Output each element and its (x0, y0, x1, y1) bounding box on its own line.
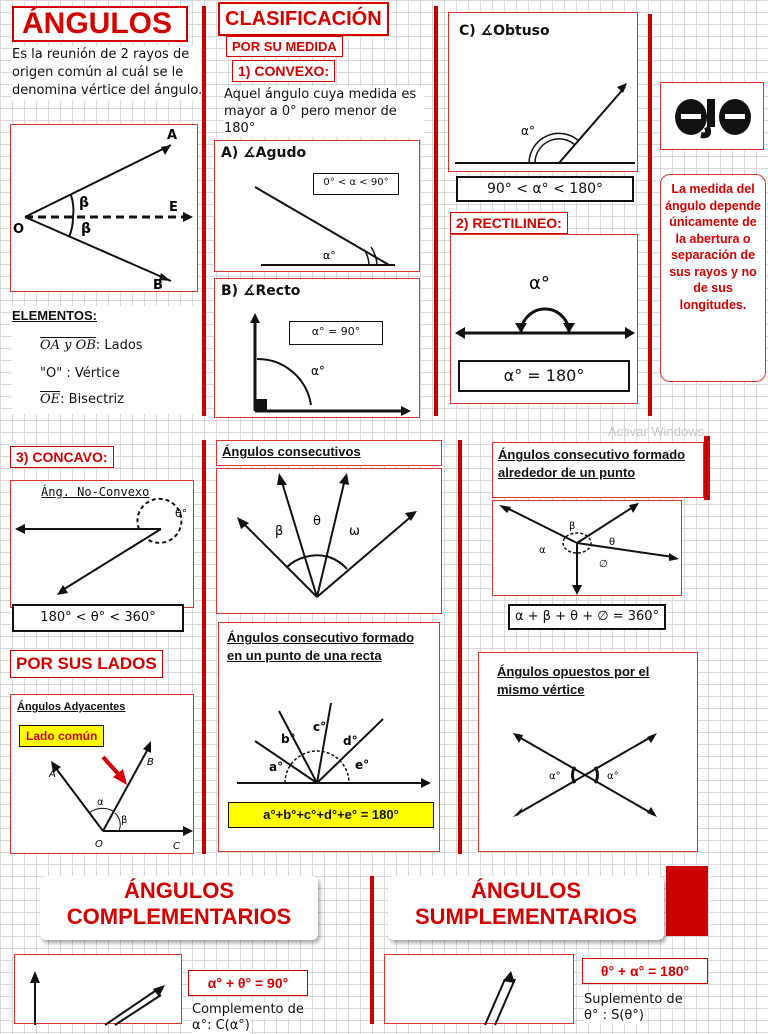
divider-mid-2 (458, 440, 462, 854)
suplementario-ray-2 (495, 979, 515, 1025)
adyacente-label-alpha: α (97, 797, 104, 808)
divider-top-2 (434, 6, 438, 416)
alrededor-formula: α + β + θ + ∅ = 360° (508, 604, 666, 630)
recta-ray-2 (279, 711, 317, 783)
divider-bottom-2 (666, 866, 708, 936)
bisectriz-suffix: : Bisectriz (60, 392, 124, 407)
concavo-arc (137, 499, 181, 543)
alrededor-ray-2 (577, 507, 633, 543)
ojo-eye-right-slit (725, 114, 745, 119)
concavo-tag: 3) CONCAVO: (10, 446, 114, 468)
suplementarios-diagram-box (384, 954, 574, 1024)
consecutivos-diagram (217, 469, 443, 615)
recta-label-c: c° (313, 720, 327, 734)
suplementarios-title (388, 876, 664, 940)
angulo-diagram (11, 125, 199, 293)
consecutivo-label-beta: β (275, 524, 284, 539)
opuestos-arc-right (595, 767, 598, 783)
lados-rays: OA y OB (40, 338, 96, 353)
angulo-diagram-box (10, 124, 198, 292)
watermark: Activar Windows (608, 424, 705, 439)
agudo-label: A) ∡Agudo (221, 145, 307, 161)
complementario-arrow-vertical (30, 971, 40, 983)
ray-ob (25, 217, 171, 281)
consecutivos-title: Ángulos consecutivos (222, 444, 361, 459)
angulo-definition: Es la reunión de 2 rayos de origen común al cuál se le denomina vértice del ángulo. (12, 47, 203, 98)
adyacentes-diagram (11, 695, 195, 855)
opuestos-arc-left (572, 767, 575, 783)
consecutivo-arc-theta (305, 555, 329, 557)
obtuso-ray-2 (559, 87, 625, 163)
consecutivo-label-theta: θ (313, 514, 321, 529)
alrededor-label-alpha: α (539, 545, 546, 556)
label-a: A (167, 128, 178, 143)
ojo-note: La medida del ángulo depende únicamente de la abertura o separación de sus rayos y no de sus longitudes. (660, 174, 766, 382)
obtuso-angle-label: α° (521, 124, 535, 138)
divider-top-3 (648, 14, 652, 416)
opuestos-diagram (479, 653, 699, 853)
recta-label-e: e° (355, 758, 370, 772)
concavo-formula: 180° < θ° < 360° (12, 604, 184, 632)
complementario-ray-2 (115, 995, 161, 1025)
complementarios-formula: α° + θ° = 90° (188, 970, 308, 996)
suplementarios-text-1: Suplemento de (584, 992, 683, 1007)
agudo-box (214, 140, 420, 272)
adyacentes-box (10, 694, 194, 854)
rectilineo-arrow-left (455, 327, 465, 339)
ray-oa (25, 145, 171, 217)
ojo-letter-j (707, 99, 715, 127)
adyacente-arc-alpha (89, 808, 113, 813)
alrededor-label-beta: β (569, 521, 576, 532)
suplementario-ray-1 (485, 979, 505, 1025)
bisectriz-ray: $\overline{OE}$ (40, 392, 61, 407)
opuestos-box (478, 652, 698, 852)
opuestos-arrow-2b (647, 733, 657, 743)
obtuso-diagram (449, 13, 639, 173)
concavo-subtitle: Áng. No-Convexo (41, 485, 150, 499)
complementarios-text-1: Complemento de (192, 1002, 304, 1017)
suplementarios-title-line1: ÁNGULOS (471, 878, 581, 903)
ray-oc-adyacente-arrow (183, 826, 193, 836)
alrededor-arrow-2 (629, 503, 639, 513)
divider-mid-3 (704, 436, 710, 500)
opuestos-arrow-1b (647, 807, 657, 817)
ray-oa-arrow (161, 145, 171, 155)
agudo-angle-label: α° (323, 249, 336, 262)
obtuso-arrow (617, 83, 627, 93)
alrededor-label-theta: θ (609, 537, 616, 548)
opuestos-title: Ángulos opuestos por el mismo vértice (497, 664, 650, 697)
alrededor-diagram (493, 501, 683, 597)
suplementarios-text-2: θ° : S(θ°) (584, 1008, 644, 1023)
opuestos-label-alpha-2: α° (607, 771, 619, 782)
recto-formula: α° = 90° (289, 321, 383, 345)
ray-oe-arrow (183, 212, 193, 222)
concavo-arrow-2 (57, 585, 68, 595)
opuestos-arrow-1a (513, 733, 523, 743)
complementarios-text-2: α°: C(α°) (192, 1018, 250, 1033)
concavo-box (10, 480, 194, 608)
obtuso-formula: 90° < α° < 180° (456, 176, 634, 202)
alrededor-title: Ángulos consecutivo formado alrededor de un punto (498, 447, 686, 480)
adyacentes-title: Ángulos Adyacentes (17, 701, 126, 713)
divider-bottom-1 (370, 876, 374, 1024)
adyacente-label-b: B (147, 757, 154, 768)
por-sus-lados-tag: POR SUS LADOS (10, 650, 163, 678)
agudo-ray-1 (255, 187, 389, 265)
angulos-title: ÁNGULOS (22, 7, 172, 40)
recto-arrow-up (250, 313, 260, 323)
ojo-eye-left-slit (681, 114, 701, 119)
divider-mid-1 (202, 440, 206, 854)
opuestos-label-alpha-1: α° (549, 771, 561, 782)
elementos-title: ELEMENTOS: (12, 308, 97, 323)
adyacente-label-beta: β (121, 815, 128, 826)
obtuso-box (448, 12, 638, 172)
elementos-vertice: "O" : Vértice (40, 366, 120, 381)
clasificacion-title: CLASIFICACIÓN (218, 2, 389, 36)
label-b: B (153, 278, 163, 293)
lados-suffix: : Lados (95, 338, 143, 353)
consecutivo-arrow-2 (277, 473, 287, 485)
rectilineo-tag: 2) RECTILINEO: (450, 212, 568, 234)
elementos-bisectriz (40, 392, 124, 408)
rectilineo-formula: α° = 180° (458, 360, 630, 392)
consecutivo-ray-3 (317, 479, 345, 597)
arc-beta-bottom (69, 217, 73, 237)
complementarios-diagram-box (14, 954, 182, 1024)
agudo-diagram (215, 141, 421, 273)
adyacente-label-o: O (95, 839, 103, 850)
recto-box (214, 278, 420, 418)
consecutivo-arc-beta (287, 557, 305, 567)
alrededor-label-phi: ∅ (599, 559, 608, 570)
divider-top-1 (202, 6, 206, 416)
consecutivo-arrow-3 (339, 473, 349, 485)
ray-oa-adyacente (55, 767, 103, 831)
label-beta-1: β (79, 195, 90, 211)
rectilineo-arrow-right (625, 327, 635, 339)
complementario-arrow-1 (153, 985, 165, 997)
concavo-diagram (11, 481, 195, 609)
label-o: O (13, 222, 25, 237)
alrededor-arrow-3 (669, 553, 679, 561)
suplementarios-formula: θ° + α° = 180° (582, 958, 708, 984)
por-su-medida-tag: POR SU MEDIDA (226, 36, 343, 57)
alrededor-ray-1 (505, 507, 577, 543)
consecutivos-box (216, 468, 442, 614)
recta-formula: a°+b°+c°+d°+e° = 180° (228, 802, 434, 828)
recto-label: B) ∡Recto (221, 283, 301, 299)
alrededor-box (492, 500, 682, 596)
recta-label-a: a° (269, 760, 284, 774)
elementos-lados (40, 338, 143, 354)
ojo-logo-box (660, 82, 764, 150)
adyacente-label-a: A (49, 769, 56, 780)
recto-diagram (215, 279, 421, 419)
adyacente-label-c: C (173, 841, 180, 852)
recta-arrow-right (421, 778, 431, 788)
complementarios-title (40, 876, 318, 940)
consecutivo-label-omega: ω (349, 524, 360, 539)
lado-comun-tag: Lado común (19, 725, 104, 747)
complementarios-title-line1: ÁNGULOS (124, 878, 234, 903)
convexo-definition: Aquel ángulo cuya medida es mayor a 0° pero menor de 180° (224, 86, 424, 137)
label-beta-2: β (81, 221, 92, 237)
label-e: E (169, 200, 178, 215)
arc-beta-top (71, 195, 73, 217)
suplementarios-diagram (385, 955, 575, 1025)
suplementarios-title-line2: SUMPLEMENTARIOS (414, 904, 638, 929)
complementarios-title-line2: COMPLEMENTARIOS (66, 904, 292, 929)
agudo-formula: 0° < α < 90° (313, 173, 399, 195)
recto-arc (257, 359, 311, 405)
recta-title: Ángulos consecutivo formado en un punto de una recta (227, 630, 415, 663)
adyacente-arc-beta (115, 813, 120, 831)
rectilineo-arc (521, 309, 569, 333)
obtuso-label: C) ∡Obtuso (459, 23, 550, 39)
convexo-tag: 1) CONVEXO: (232, 60, 335, 82)
recto-arrow-right (401, 406, 411, 416)
complementario-ray-1 (105, 991, 155, 1025)
consecutivo-ray-4 (317, 515, 413, 597)
recta-label-d: d° (343, 734, 358, 748)
concavo-arrow-1 (15, 524, 25, 534)
recto-angle-label: α° (311, 364, 325, 378)
recto-square (255, 399, 267, 411)
rectilineo-angle-label: α° (529, 273, 550, 294)
concavo-ray-2 (61, 529, 161, 591)
alrededor-arrow-1 (499, 505, 511, 513)
complementarios-diagram (15, 955, 183, 1025)
suplementario-arrow (503, 971, 515, 983)
alrededor-arrow-4 (572, 585, 582, 595)
elementos-block (12, 306, 202, 414)
consecutivo-arc-omega (329, 557, 347, 569)
concavo-angle-label: θ° (175, 507, 188, 520)
recta-label-b: b° (281, 732, 296, 746)
ojo-logo (661, 83, 765, 151)
